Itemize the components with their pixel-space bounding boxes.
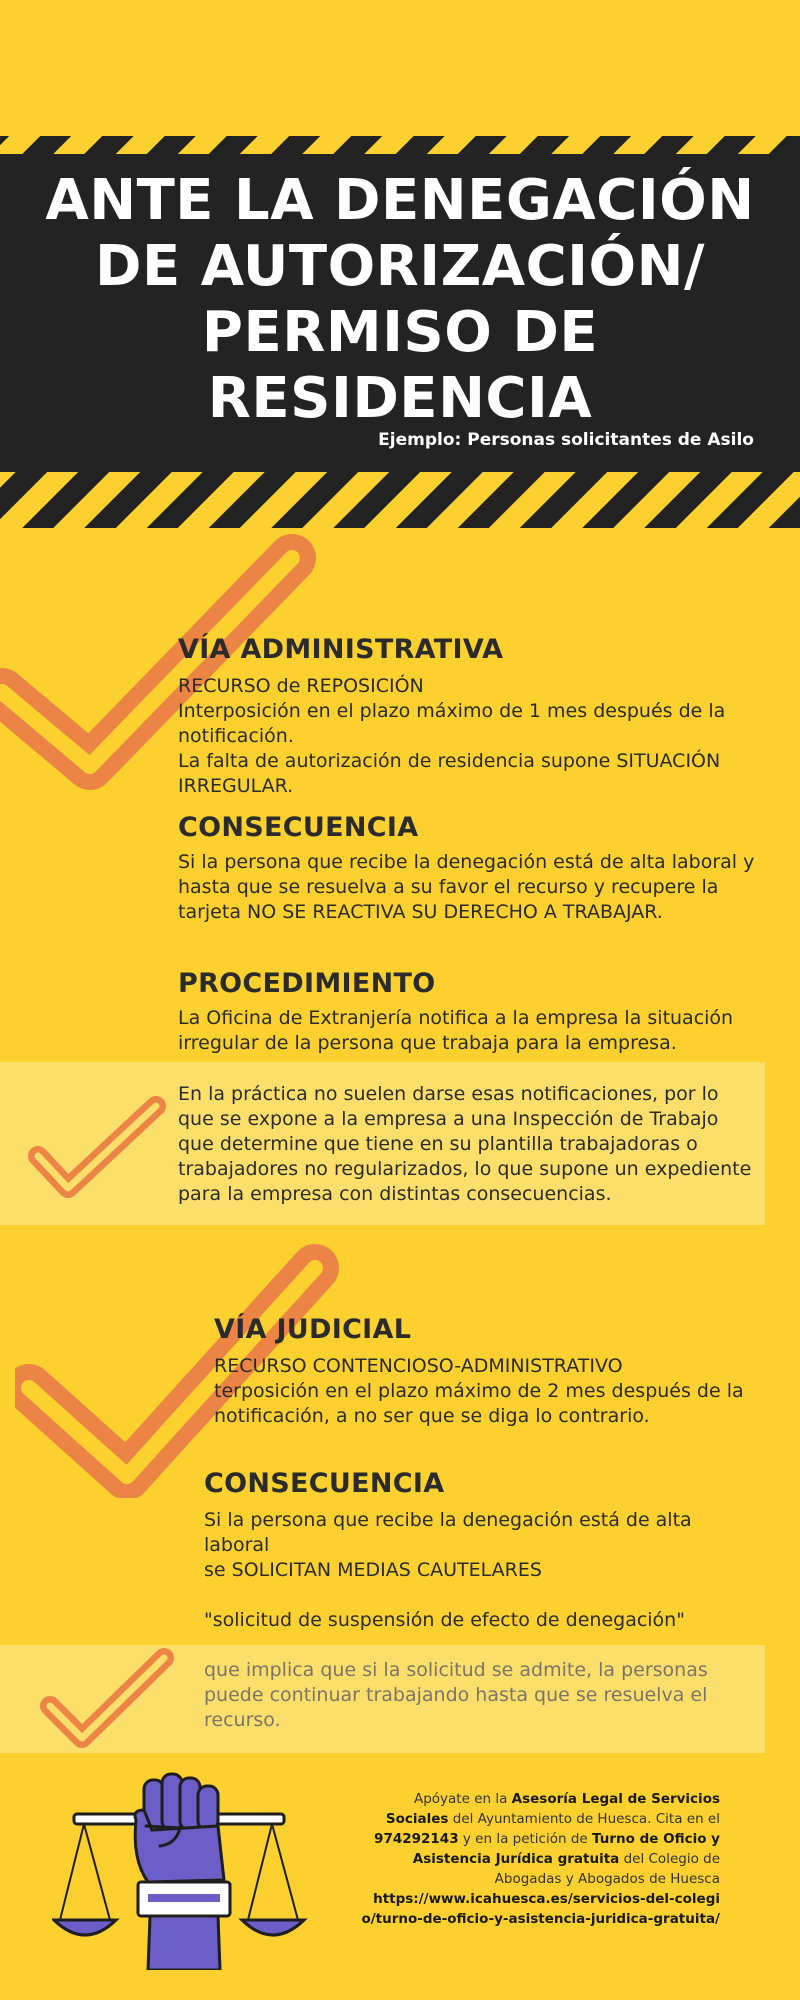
- situacion-irregular-line: La falta de autorización de residencia supone SITUACIÓN IRREGULAR.: [178, 750, 721, 797]
- footer-text-2: del Ayuntamiento de Huesca. Cita en el: [448, 1811, 720, 1827]
- blank-line: [204, 1583, 724, 1608]
- footer-text-4: del Colegio de Abogadas y Abogados de Huesca: [494, 1851, 720, 1887]
- consecuencia-text: Si la persona que recibe la denegación está de alta laboral y hasta que se resuelva a su favor el recurso y recupere la tarjeta NO SE REACTIVA SU DERECHO A TRABAJAR.: [178, 851, 755, 923]
- page-subtitle: Ejemplo: Personas solicitantes de Asilo: [378, 430, 754, 450]
- checkmark-icon: [36, 1640, 186, 1760]
- checkmark-icon: [28, 1086, 178, 1206]
- procedimiento-heading: PROCEDIMIENTO: [178, 968, 436, 999]
- asesoria-legal-name: Asesoría Legal de Servicios Sociales: [385, 1791, 720, 1827]
- via-judicial-heading: VÍA JUDICIAL: [214, 1314, 412, 1345]
- medidas-cautelares-line: se SOLICITAN MEDIAS CAUTELARES: [204, 1559, 542, 1581]
- plazo-line: Interposición en el plazo máximo de 1 mes después de la notificación.: [178, 700, 726, 747]
- via-administrativa-heading: VÍA ADMINISTRATIVA: [178, 634, 504, 665]
- consecuencia-judicial-heading: CONSECUENCIA: [204, 1468, 445, 1499]
- hazard-stripe-top: [0, 136, 800, 154]
- practica-text: En la práctica no suelen darse esas notificaciones, por lo que se expone a la empresa a una Inspección de Trabajo que determine que tiene en su plantilla trabajadoras o trabajadores no regularizados, lo que supone un expediente para la empresa con distintas consecuencias.: [178, 1083, 752, 1205]
- recurso-contencioso-line: RECURSO CONTENCIOSO-ADMINISTRATIVO: [214, 1355, 623, 1377]
- consecuencia-judicial-text: [204, 1508, 724, 1633]
- justice-fist-scales-icon: [52, 1770, 312, 1970]
- footer-text-1: Apóyate en la: [413, 1791, 512, 1807]
- title-banner: [0, 154, 800, 472]
- via-administrativa-text: [178, 674, 768, 799]
- implica-text: que implica que si la solicitud se admite, la personas puede continuar trabajando hasta que se resuelva el recurso.: [204, 1659, 708, 1731]
- footer-contact-text: [360, 1789, 720, 1929]
- plazo-judicial-line: terposición en el plazo máximo de 2 mes después de la notificación, a no ser que se diga lo contrario.: [214, 1380, 744, 1427]
- procedimiento-text: La Oficina de Extranjería notifica a la empresa la situación irregular de la persona que trabaja para la empresa.: [178, 1007, 734, 1054]
- phone-number: 974292143: [374, 1831, 459, 1847]
- solicitud-suspension-line: "solicitud de suspensión de efecto de denegación": [204, 1609, 685, 1631]
- via-judicial-text: [214, 1354, 774, 1429]
- footer-text-3: y en la petición de: [458, 1831, 592, 1847]
- turno-oficio-name: Turno de Oficio y Asistencia Jurídica gratuita: [412, 1831, 720, 1867]
- icahuesca-url[interactable]: https://www.icahuesca.es/servicios-del-colegio/turno-de-oficio-y-asistencia-juridica-gratuita/: [361, 1891, 720, 1927]
- alta-laboral-line: Si la persona que recibe la denegación está de alta laboral: [204, 1509, 692, 1556]
- page-title: ANTE LA DENEGACIÓN DE AUTORIZACIÓN/ PERMISO DE RESIDENCIA: [45, 168, 755, 431]
- recurso-reposicion-line: RECURSO de REPOSICIÓN: [178, 675, 424, 697]
- consecuencia-heading: CONSECUENCIA: [178, 812, 419, 843]
